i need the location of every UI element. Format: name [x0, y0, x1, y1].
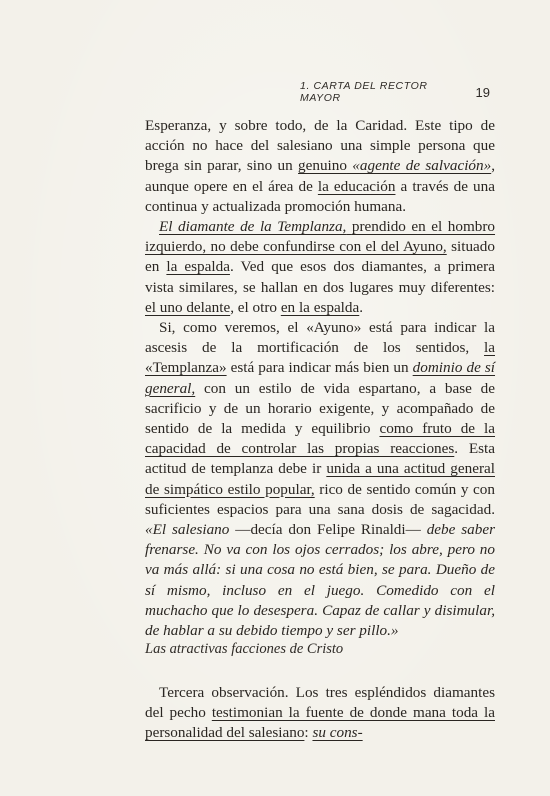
text-run: prendido en el hombro izquierdo, no debe confundirse con el del Ayuno, — [145, 218, 496, 256]
text-run: debe saber frenarse. No va con los ojos cerrados; los abre, pero no va más allá: si una cosa no está bien, se para. Dueño de sí mismo, incluso en el juego. Comedido con el muchacho que lo desespera. Capaz de callar y disimular, de hablar a su debido tiempo y ser pillo.» — [145, 521, 495, 640]
paragraph — [145, 217, 495, 318]
paragraph — [145, 116, 495, 217]
text-run: en la espalda — [280, 298, 360, 316]
text-run: genuino — [298, 157, 347, 175]
body-text — [145, 116, 495, 641]
section-heading: Las atractivas facciones de Cristo — [145, 641, 344, 657]
text-run: con un estilo de vida espartano, a base de sacrificio y de un horario exigente, y acompañado de sentido de la medida y equilibrio — [145, 379, 495, 438]
text-run: Si, como veremos, el «Ayuno» está para indicar la ascesis de la mortificación de los sentidos, — [145, 319, 495, 357]
page-number: 19 — [475, 84, 490, 100]
running-head-title: 1. CARTA DEL RECTOR MAYOR — [300, 80, 428, 104]
text-run: testimonian la fuente de donde mana toda la personalidad del salesiano — [145, 704, 495, 742]
text-run: situado en — [145, 238, 495, 276]
text-run: : — [304, 724, 313, 742]
text-run: la espalda — [166, 258, 230, 276]
text-run: Tercera observación. Los tres espléndidos diamantes del pecho — [145, 684, 495, 722]
text-run: como fruto de la capacidad de controlar las propias reacciones — [145, 420, 496, 458]
text-run: —decía don Felipe Rinaldi— — [229, 521, 427, 539]
text-run: . Ved que esos dos diamantes, a primera vista similares, se hallan en dos lugares muy diferentes: — [145, 258, 495, 296]
text-run: Esperanza, y sobre todo, de la Caridad. Este tipo de acción no hace del salesiano una simple persona que brega sin parar, sino un — [145, 117, 495, 175]
body-text-continued — [145, 683, 495, 744]
text-run: está para indicar más bien un — [226, 359, 413, 377]
text-run: , el otro — [230, 298, 281, 316]
paragraph — [145, 683, 495, 744]
running-head — [300, 80, 490, 104]
text-run: «agente de salvación» — [346, 157, 492, 175]
text-run: el uno delante — [145, 298, 231, 316]
text-run: . Esta actitud de templanza debe ir — [145, 440, 495, 478]
text-run: la «Templanza» — [145, 339, 495, 377]
text-run: a través de una continua y actualizada promoción humana. — [145, 177, 495, 215]
text-run: la educación — [317, 177, 396, 195]
text-run: su cons- — [312, 724, 363, 742]
text-run: «El salesiano — [145, 521, 230, 539]
text-run: unida a una actitud general de simpático estilo popular, — [145, 460, 495, 498]
text-run: dominio de sí general, — [145, 359, 496, 397]
paragraph — [145, 318, 495, 641]
text-run: , aunque opere en el área de — [145, 157, 495, 195]
text-run: El diamante de la Templanza, — [159, 218, 347, 236]
text-run: rico de sentido común y con suficientes espacios para una sana dosis de sagacidad. — [145, 480, 495, 518]
text-run: . — [359, 298, 364, 316]
